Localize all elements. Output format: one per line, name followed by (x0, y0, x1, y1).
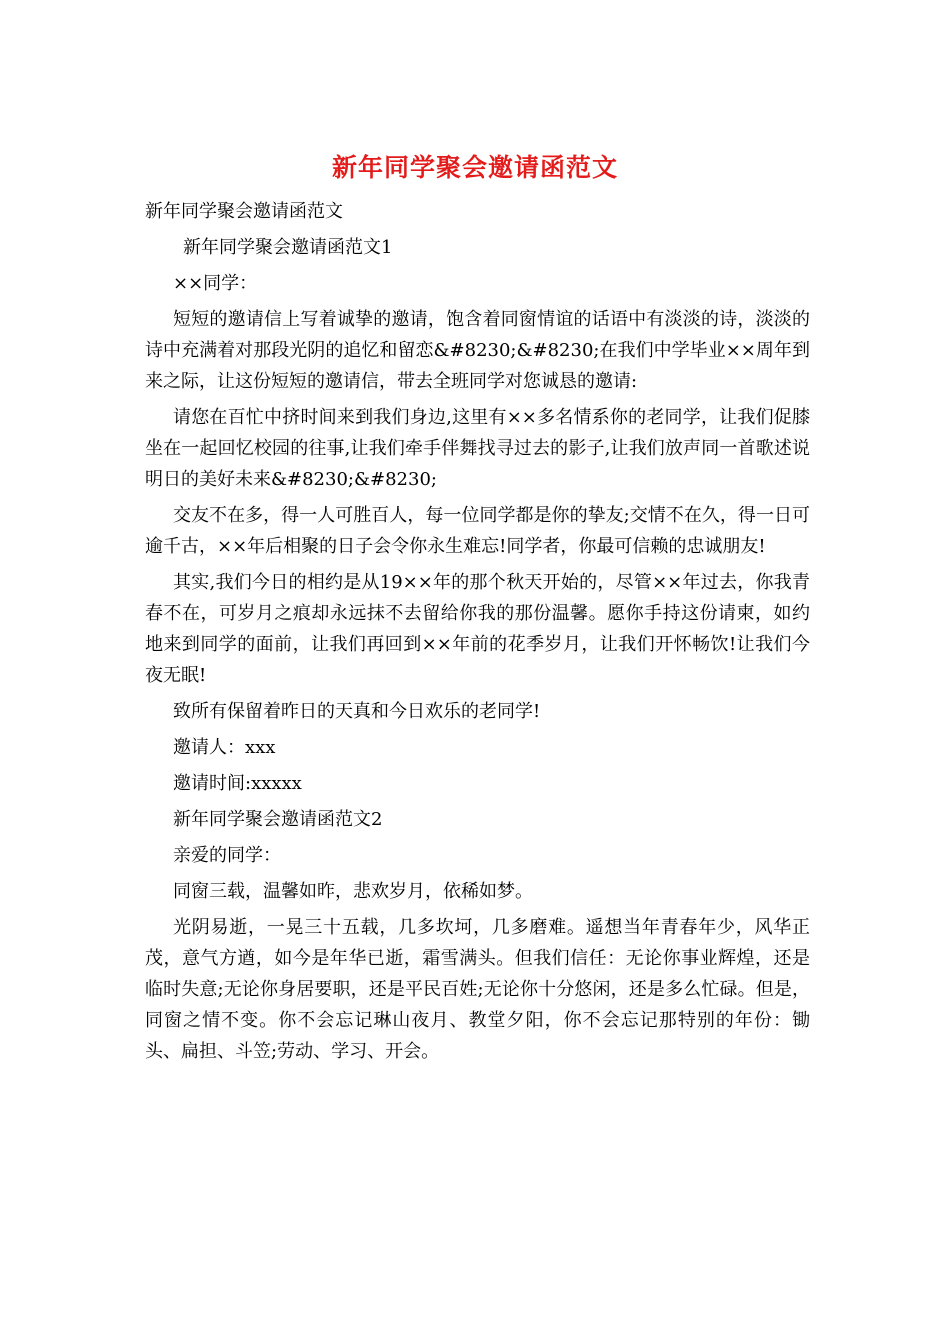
document-title: 新年同学聚会邀请函范文 (331, 153, 618, 182)
salutation-1: ××同学： (173, 273, 258, 294)
paragraph-heading-repeat: 新年同学聚会邀请函范文 (145, 201, 343, 222)
paragraph: 短短的邀请信上写着诚挚的邀请，饱含着同窗情谊的话语中有淡淡的诗，淡淡的诗中充满着对那段光阴的追忆和留恋&#8230;&#8230;在我们中学毕业××周年到来之际，让这份短短的邀请信，带去全班同学对您诚恳的邀请: (145, 309, 810, 392)
document-body (145, 196, 810, 1072)
paragraph: 光阴易逝，一晃三十五载，几多坎坷，几多磨难。遥想当年青春年少，风华正茂，意气方遒，如今是年华已逝，霜雪满头。但我们信任：无论你事业辉煌，还是临时失意;无论你身居要职，还是平民百姓;无论你十分悠闲，还是多么忙碌。但是，同窗之情不变。你不会忘记琳山夜月、教堂夕阳，你不会忘记那特别的年份：锄头、扁担、斗笠;劳动、学习、开会。 (145, 917, 810, 1062)
section-heading-2: 新年同学聚会邀请函范文2 (173, 809, 383, 830)
paragraph: 请您在百忙中挤时间来到我们身边,这里有××多名情系你的老同学，让我们促膝坐在一起回忆校园的往事,让我们牵手伴舞找寻过去的影子,让我们放声同一首歌述说明日的美好未来&#8230;&#8230; (145, 407, 810, 490)
paragraph: 交友不在多，得一人可胜百人，每一位同学都是你的挚友;交情不在久，得一日可逾千古，××年后相聚的日子会令你永生难忘!同学者，你最可信赖的忠诚朋友! (145, 505, 810, 557)
paragraph: 其实,我们今日的相约是从19××年的那个秋天开始的，尽管××年过去，你我青春不在，可岁月之痕却永远抹不去留给你我的那份温馨。愿你手持这份请柬，如约地来到同学的面前，让我们再回到××年前的花季岁月，让我们开怀畅饮!让我们今夜无眠! (145, 572, 810, 686)
section-heading-1: 新年同学聚会邀请函范文1 (183, 237, 393, 258)
paragraph: 同窗三载，温馨如昨，悲欢岁月，依稀如梦。 (173, 881, 533, 902)
invite-time-line: 邀请时间:xxxxx (173, 773, 302, 794)
paragraph: 致所有保留着昨日的天真和今日欢乐的老同学! (173, 701, 541, 722)
salutation-2: 亲爱的同学： (173, 845, 281, 866)
inviter-line: 邀请人：xxx (173, 737, 276, 758)
